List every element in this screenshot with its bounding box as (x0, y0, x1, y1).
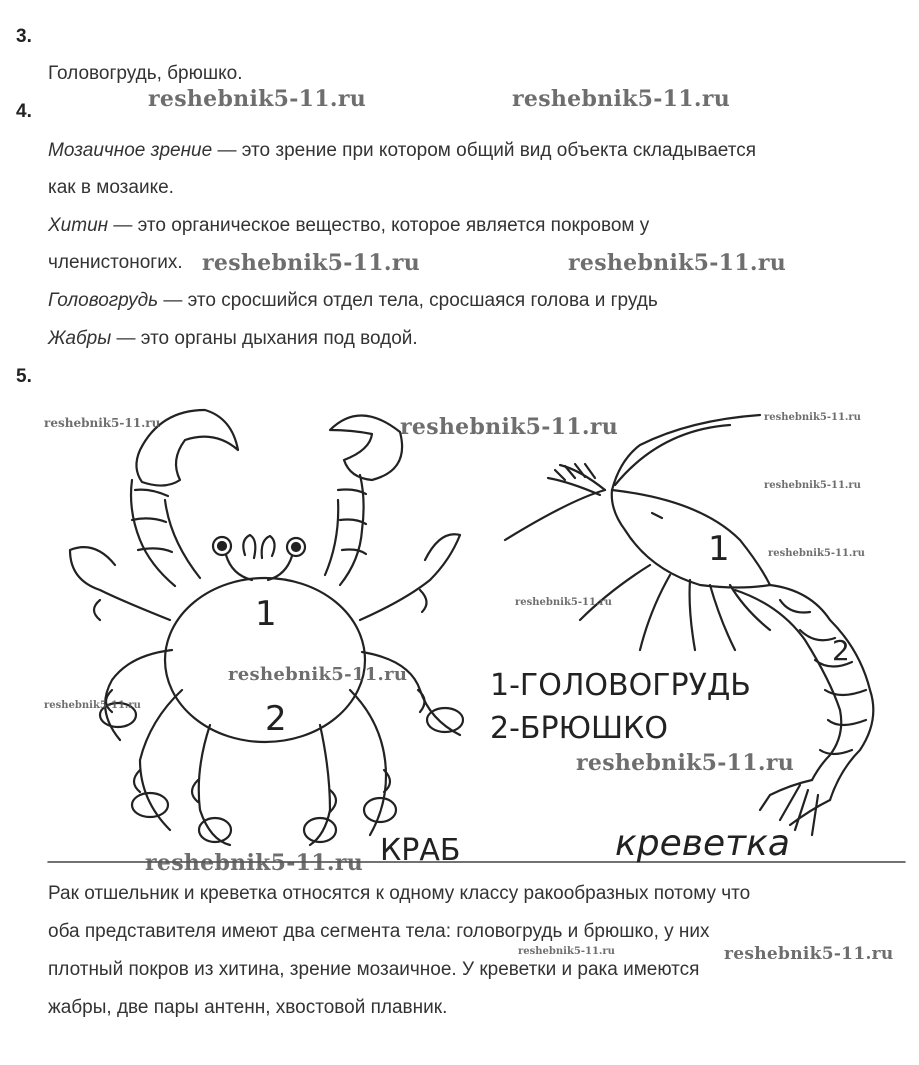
crab-claw-right (330, 415, 402, 480)
definition-chitin-cont: членистоногих. (48, 252, 183, 273)
watermark: reshebnik5-11.ru (764, 480, 861, 491)
definition-mosaic-vision (48, 139, 756, 163)
watermark: reshebnik5-11.ru (145, 850, 364, 876)
watermark: reshebnik5-11.ru (400, 414, 619, 440)
shrimp-cephalothorax (612, 490, 770, 588)
crab-shrimp-drawing (0, 390, 919, 870)
watermark: reshebnik5-11.ru (764, 412, 861, 423)
definition-text: — это органическое вещество, которое является покровом у (108, 215, 650, 236)
term-gills: Жабры (48, 328, 112, 349)
shrimp-caption: креветка (615, 823, 790, 864)
watermark: reshebnik5-11.ru (202, 250, 421, 276)
question-3-answer: Головогрудь, брюшко. (48, 63, 243, 84)
watermark: reshebnik5-11.ru (518, 946, 615, 957)
watermark: reshebnik5-11.ru (724, 944, 894, 964)
watermark: reshebnik5-11.ru (228, 664, 408, 685)
answer-paragraph-line-2: оба представителя имеют два сегмента тела: головогрудь и брюшко, у них (48, 921, 710, 942)
definition-text: — это сросшийся отдел тела, сросшаяся голова и грудь (158, 290, 658, 311)
question-3-number: 3. (16, 26, 32, 47)
question-4-number: 4. (16, 101, 32, 122)
definition-cephalothorax (48, 289, 658, 313)
shrimp-label-1: 1 (708, 529, 730, 569)
watermark: reshebnik5-11.ru (568, 250, 787, 276)
watermark: reshebnik5-11.ru (148, 86, 367, 112)
legend-line-2: 2-БРЮШКО (490, 711, 668, 746)
term-chitin: Хитин (48, 215, 109, 236)
answer-paragraph-line-1: Рак отшельник и креветка относятся к одному классу ракообразных потому что (48, 883, 751, 904)
definition-text: — это зрение при котором общий вид объекта складывается (212, 140, 756, 161)
question-5-number: 5. (16, 366, 32, 387)
definition-text: — это органы дыхания под водой. (111, 328, 418, 349)
definition-gills (48, 327, 418, 351)
shrimp-label-2: 2 (832, 634, 850, 667)
crab-caption: КРАБ (380, 833, 461, 868)
watermark: reshebnik5-11.ru (515, 597, 612, 608)
watermark: reshebnik5-11.ru (44, 416, 161, 430)
watermark: reshebnik5-11.ru (44, 700, 141, 711)
watermark: reshebnik5-11.ru (576, 750, 795, 776)
crab-label-1: 1 (255, 594, 277, 634)
term-cephalothorax: Головогрудь (48, 290, 159, 311)
definition-mosaic-vision-cont: как в мозаике. (48, 177, 174, 198)
definition-chitin (48, 214, 649, 238)
answer-paragraph-line-3: плотный покров из хитина, зрение мозаичное. У креветки и рака имеются (48, 959, 700, 980)
crab-label-2: 2 (265, 699, 287, 739)
answer-paragraph-line-4: жабры, две пары антенн, хвостовой плавник. (48, 997, 448, 1018)
legend-line-1: 1-ГОЛОВОГРУДЬ (490, 668, 751, 703)
term-mosaic-vision: Мозаичное зрение (48, 140, 213, 161)
watermark: reshebnik5-11.ru (512, 86, 731, 112)
watermark: reshebnik5-11.ru (768, 548, 865, 559)
